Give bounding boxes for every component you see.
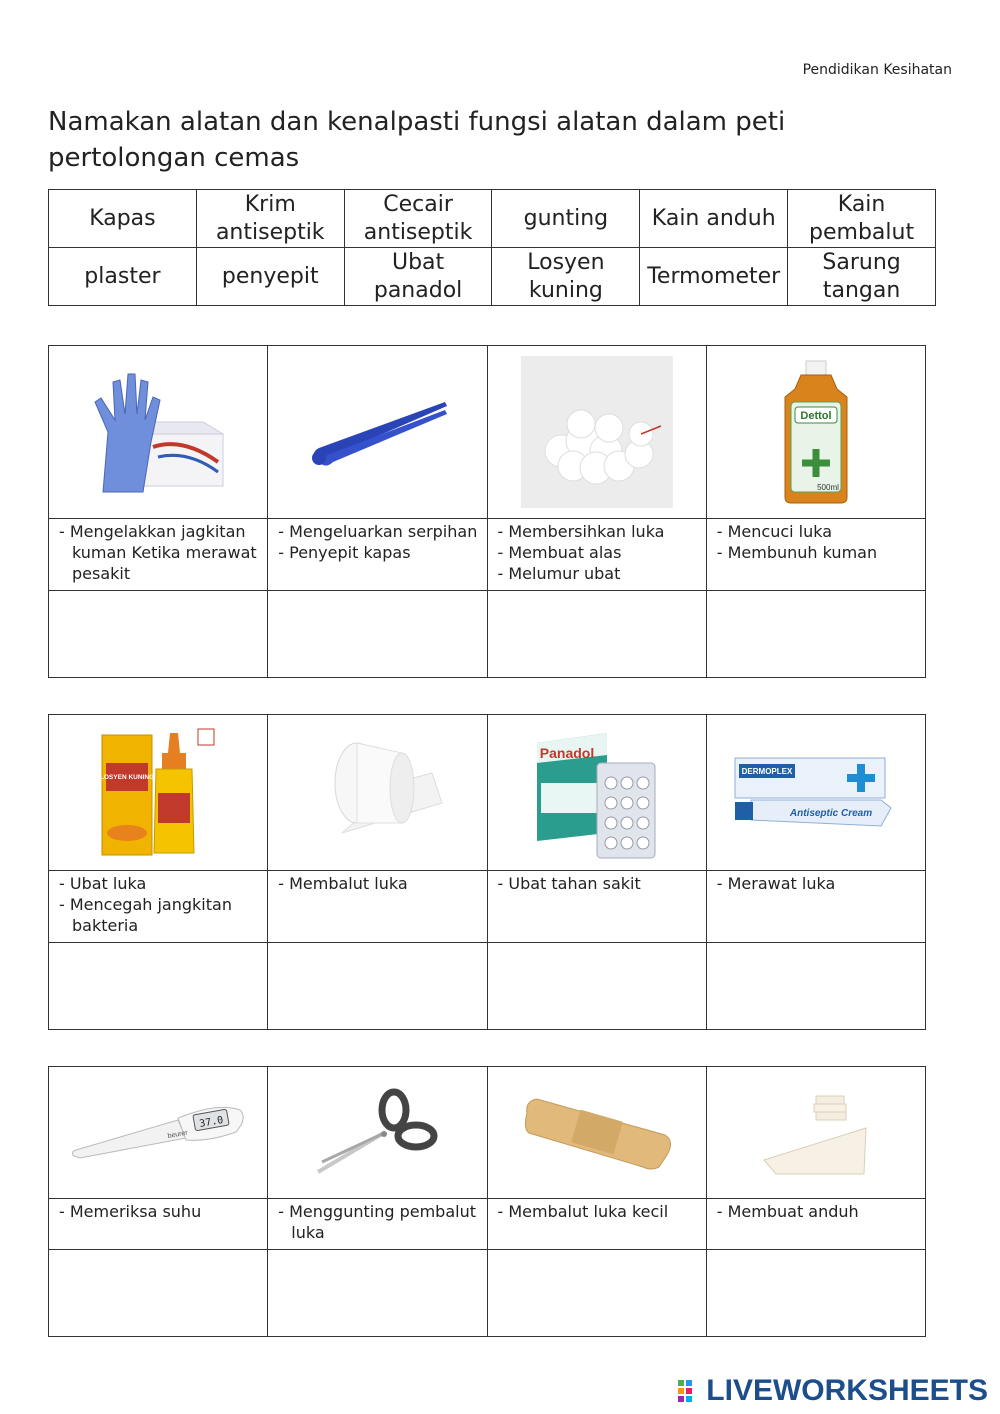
dettol-label: Dettol: [800, 410, 832, 422]
liveworksheets-logo-text: LIVEWORKSHEETS: [706, 1374, 988, 1407]
answer-box[interactable]: [268, 591, 487, 677]
instruction-heading: Namakan alatan dan kenalpasti fungsi alatan dalam peti pertolongan cemas: [48, 107, 786, 173]
answer-box[interactable]: [49, 943, 268, 1029]
answer-box[interactable]: [488, 1250, 707, 1336]
function-item: - Penyepit kapas: [278, 542, 478, 563]
answer-row: [49, 1250, 925, 1336]
plaster-image: [517, 1083, 677, 1183]
function-item: - Membuat alas: [498, 542, 698, 563]
scissors-image: [312, 1088, 442, 1178]
word-bank-cell: penyepit: [196, 248, 344, 306]
liveworksheets-logo: [678, 1374, 988, 1408]
answer-row: [49, 943, 925, 1029]
function-item: - Mencuci luka: [717, 521, 917, 542]
answer-box[interactable]: [49, 591, 268, 677]
word-bank-cell: Kain anduh: [640, 190, 788, 248]
word-bank-cell: Kain pembalut: [788, 190, 936, 248]
answer-box[interactable]: [268, 943, 487, 1029]
word-bank-cell: Ubat panadol: [344, 248, 492, 306]
function-item: - Ubat luka: [59, 873, 259, 894]
panadol-image: [527, 723, 667, 863]
image-cell: [488, 1067, 707, 1198]
liveworksheets-icon: [678, 1380, 700, 1402]
losyen-kuning-label: LOSYEN KUNING: [100, 773, 155, 781]
function-cell: [49, 1199, 268, 1249]
antiseptic-cream-image: [731, 738, 901, 848]
word-bank-cell: Losyen kuning: [492, 248, 640, 306]
function-cell: [707, 519, 925, 590]
function-item: - Melumur ubat: [498, 563, 698, 584]
image-cell: [707, 1067, 925, 1198]
image-cell: [488, 346, 707, 518]
function-item: - Membersihkan luka: [498, 521, 698, 542]
word-bank-cell: Cecair antiseptik: [344, 190, 492, 248]
page-header-subject: Pendidikan Kesihatan: [802, 62, 952, 78]
dettol-volume-label: 500ml: [816, 483, 839, 492]
dermoplex-label: DERMOPLEX: [741, 766, 793, 776]
word-bank-table: [48, 189, 936, 306]
image-cell: [268, 1067, 487, 1198]
tweezers-image: [297, 382, 457, 482]
answer-box[interactable]: [707, 1250, 925, 1336]
image-cell: [49, 346, 268, 518]
function-item: - Mengelakkan jagkitan kuman Ketika merawat pesakit: [59, 521, 259, 584]
word-bank-cell: Termometer: [640, 248, 788, 306]
function-row: [49, 871, 925, 943]
image-cell: [49, 715, 268, 870]
image-cell: [268, 715, 487, 870]
function-item: - Ubat tahan sakit: [498, 873, 698, 894]
function-item: - Menggunting pembalut luka: [278, 1201, 478, 1243]
image-cell: [707, 346, 925, 518]
image-cell: [49, 1067, 268, 1198]
panadol-label: Panadol: [539, 744, 594, 761]
function-cell: [707, 871, 925, 942]
function-item: - Memeriksa suhu: [59, 1201, 259, 1222]
function-item: - Membuat anduh: [717, 1201, 917, 1222]
answer-box[interactable]: [49, 1250, 268, 1336]
function-cell: [49, 871, 268, 942]
gloves-image: [83, 362, 233, 502]
word-bank-row: [49, 190, 936, 248]
function-item: - Membunuh kuman: [717, 542, 917, 563]
function-row: [49, 1199, 925, 1250]
function-item: - Membalut luka kecil: [498, 1201, 698, 1222]
function-row: [49, 519, 925, 591]
answer-box[interactable]: [488, 591, 707, 677]
function-item: - Membalut luka: [278, 873, 478, 894]
function-cell: [268, 519, 487, 590]
word-bank-row: [49, 248, 936, 306]
function-cell: [49, 519, 268, 590]
function-cell: [707, 1199, 925, 1249]
answer-box[interactable]: [488, 943, 707, 1029]
function-cell: [488, 519, 707, 590]
antiseptic-cream-label: Antiseptic Cream: [789, 807, 872, 819]
tool-grid-1: [48, 345, 926, 678]
thermometer-brand: beurer: [167, 1129, 189, 1140]
image-row: [49, 1067, 925, 1199]
image-cell: [707, 715, 925, 870]
bandage-roll-image: [302, 733, 452, 853]
image-row: [49, 715, 925, 871]
function-cell: [268, 871, 487, 942]
dettol-bottle-image: [771, 357, 861, 507]
tool-grid-3: [48, 1066, 926, 1337]
function-item: - Merawat luka: [717, 873, 917, 894]
word-bank-cell: Sarung tangan: [788, 248, 936, 306]
answer-box[interactable]: [707, 943, 925, 1029]
tool-grid-2: [48, 714, 926, 1030]
word-bank-cell: gunting: [492, 190, 640, 248]
image-cell: [488, 715, 707, 870]
function-item: - Mencegah jangkitan bakteria: [59, 894, 259, 936]
image-cell: [268, 346, 487, 518]
answer-box[interactable]: [268, 1250, 487, 1336]
word-bank-cell: Krim antiseptik: [196, 190, 344, 248]
word-bank-cell: plaster: [49, 248, 197, 306]
losyen-kuning-image: [98, 723, 218, 863]
word-bank-cell: Kapas: [49, 190, 197, 248]
cotton-balls-image: [521, 356, 673, 508]
function-item: - Mengeluarkan serpihan: [278, 521, 478, 542]
function-cell: [488, 1199, 707, 1249]
image-row: [49, 346, 925, 519]
triangular-bandage-image: [756, 1088, 876, 1178]
answer-box[interactable]: [707, 591, 925, 677]
thermometer-display: 37.0: [198, 1114, 225, 1130]
thermometer-image: [68, 1098, 248, 1168]
answer-row: [49, 591, 925, 677]
function-cell: [268, 1199, 487, 1249]
function-cell: [488, 871, 707, 942]
